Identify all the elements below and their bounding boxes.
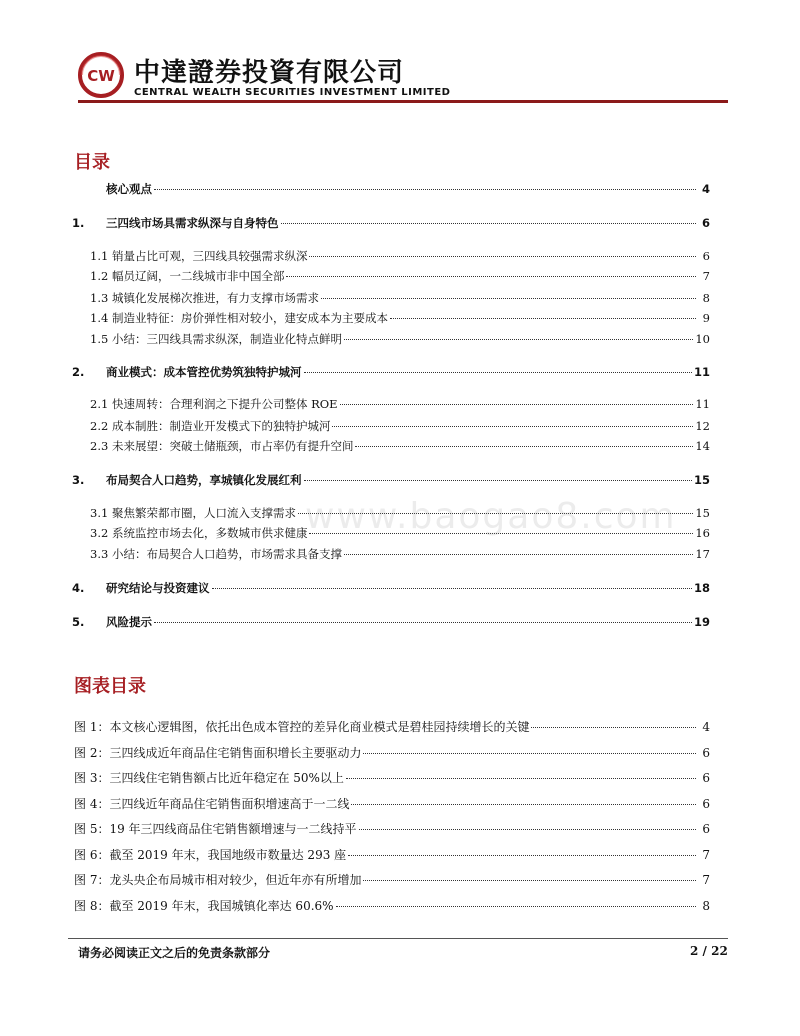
toc-entry-title: 风险提示 <box>106 615 152 629</box>
toc-entry-page: 11 <box>693 365 710 379</box>
toc-entry[interactable] <box>72 268 710 284</box>
figure-entry-title: 图 6：截至 2019 年末，我国地级市数量达 293 座 <box>74 848 347 862</box>
toc-entry[interactable] <box>72 290 710 306</box>
toc-entry-title: 3.3 小结：布局契合人口趋势，市场需求具备支撑 <box>90 547 342 561</box>
dot-leader <box>344 554 693 555</box>
toc-entry[interactable] <box>72 418 710 434</box>
toc-entry-page: 17 <box>695 547 710 561</box>
dot-leader <box>363 880 696 881</box>
dot-leader <box>286 276 696 277</box>
figure-entry[interactable] <box>74 795 710 812</box>
figure-entry-title: 图 1：本文核心逻辑图，依托出色成本管控的差异化商业模式是碧桂园持续增长的关键 <box>74 720 530 734</box>
figure-entry[interactable] <box>74 820 710 837</box>
toc-entry-number: 3. <box>72 473 85 487</box>
dot-leader <box>531 727 696 728</box>
toc-entry-page: 18 <box>693 581 710 595</box>
toc-entry[interactable] <box>72 248 710 264</box>
dot-leader <box>348 855 696 856</box>
toc-entry[interactable] <box>72 438 710 454</box>
dot-leader <box>340 404 694 405</box>
figures-title: 图表目录 <box>74 676 146 697</box>
toc-entry[interactable] <box>72 614 710 630</box>
toc-entry-page: 15 <box>695 506 710 520</box>
figure-entry-page: 6 <box>702 746 710 760</box>
dot-leader <box>321 298 696 299</box>
toc-entry-page: 15 <box>693 473 710 487</box>
figure-entry-page: 6 <box>702 822 710 836</box>
toc-entry[interactable] <box>72 181 710 197</box>
header-divider <box>78 100 728 103</box>
figure-entry-page: 7 <box>702 873 710 887</box>
page-number: 2 / 22 <box>690 944 728 958</box>
toc-entry-title: 2.3 未来展望：突破土储瓶颈，市占率仍有提升空间 <box>90 439 354 453</box>
toc-entry-title: 布局契合人口趋势，享城镇化发展红利 <box>106 473 302 487</box>
dot-leader <box>309 256 696 257</box>
dot-leader <box>359 829 696 830</box>
company-name-cn: 中達證券投資有限公司 <box>134 58 405 88</box>
toc-entry[interactable] <box>72 364 710 380</box>
company-name-en: CENTRAL WEALTH SECURITIES INVESTMENT LIMITED <box>134 87 451 98</box>
logo-text: CW <box>87 67 115 85</box>
toc-entry[interactable] <box>72 472 710 488</box>
toc-entry[interactable] <box>72 580 710 596</box>
figure-entry-page: 6 <box>702 797 710 811</box>
toc-entry[interactable] <box>72 396 710 412</box>
figure-entry[interactable] <box>74 769 710 786</box>
toc-entry-page: 4 <box>701 182 710 196</box>
toc-entry-page: 19 <box>693 615 710 629</box>
toc-entry-page: 14 <box>695 439 710 453</box>
toc-entry-title: 核心观点 <box>106 182 152 196</box>
toc-entry-title: 3.2 系统监控市场去化，多数城市供求健康 <box>90 526 308 540</box>
dot-leader <box>154 189 696 190</box>
toc-entry-title: 2.1 快速周转：合理利润之下提升公司整体 ROE <box>90 397 338 411</box>
figure-entry-title: 图 4：三四线近年商品住宅销售面积增速高于一二线 <box>74 797 350 811</box>
figure-entry[interactable] <box>74 846 710 863</box>
toc-entry-page: 6 <box>702 249 710 263</box>
toc-entry-title: 2.2 成本制胜：制造业开发模式下的独特护城河 <box>90 419 331 433</box>
toc-entry-page: 12 <box>695 419 710 433</box>
figure-entry-title: 图 3：三四线住宅销售额占比近年稳定在 50%以上 <box>74 771 344 785</box>
figure-entry-page: 7 <box>702 848 710 862</box>
toc-entry-page: 8 <box>702 291 710 305</box>
toc-entry[interactable] <box>72 546 710 562</box>
dot-leader <box>154 622 692 623</box>
figure-entry-page: 8 <box>702 899 710 913</box>
toc-entry-title: 1.3 城镇化发展梯次推进，有力支撑市场需求 <box>90 291 319 305</box>
figure-entry-title: 图 7：龙头央企布局城市相对较少，但近年亦有所增加 <box>74 873 362 887</box>
toc-entry-page: 9 <box>702 311 710 325</box>
figure-entry-page: 4 <box>702 720 710 734</box>
toc-entry-number: 5. <box>72 615 85 629</box>
toc-entry-title: 商业模式：成本管控优势筑独特护城河 <box>106 365 302 379</box>
figure-entry-title: 图 8：截至 2019 年末，我国城镇化率达 60.6% <box>74 899 334 913</box>
dot-leader <box>351 804 696 805</box>
figure-entry-title: 图 5：19 年三四线商品住宅销售额增速与一二线持平 <box>74 822 357 836</box>
dot-leader <box>332 426 693 427</box>
disclaimer-note: 请务必阅读正文之后的免责条款部分 <box>78 946 271 960</box>
toc-entry-title: 1.1 销量占比可观，三四线具较强需求纵深 <box>90 249 308 263</box>
dot-leader <box>344 339 693 340</box>
toc-entry-title: 研究结论与投资建议 <box>106 581 210 595</box>
dot-leader <box>281 223 697 224</box>
figure-entry[interactable] <box>74 744 710 761</box>
figure-entry[interactable] <box>74 871 710 888</box>
dot-leader <box>212 588 692 589</box>
toc-entry-title: 3.1 聚焦繁荣都市圈，人口流入支撑需求 <box>90 506 296 520</box>
dot-leader <box>363 753 696 754</box>
toc-entry-page: 11 <box>695 397 710 411</box>
dot-leader <box>346 778 696 779</box>
figure-entry[interactable] <box>74 897 710 914</box>
dot-leader <box>304 480 692 481</box>
toc-entry-page: 10 <box>695 332 710 346</box>
toc-entry-title: 三四线市场具需求纵深与自身特色 <box>106 216 279 230</box>
toc-title: 目录 <box>74 152 110 173</box>
toc-entry-number: 4. <box>72 581 85 595</box>
toc-entry-title: 1.4 制造业特征：房价弹性相对较小，建安成本为主要成本 <box>90 311 388 325</box>
toc-entry-page: 16 <box>695 526 710 540</box>
figure-entry-title: 图 2：三四线成近年商品住宅销售面积增长主要驱动力 <box>74 746 362 760</box>
dot-leader <box>355 446 693 447</box>
toc-entry[interactable] <box>72 331 710 347</box>
toc-entry-page: 6 <box>701 216 710 230</box>
dot-leader <box>336 906 696 907</box>
toc-entry-title: 1.5 小结：三四线具需求纵深，制造业化特点鲜明 <box>90 332 342 346</box>
watermark: www.baogao8.com <box>305 496 677 537</box>
toc-entry-number: 1. <box>72 216 85 230</box>
company-logo <box>78 52 124 98</box>
figure-entry[interactable] <box>74 718 710 735</box>
figure-entry-page: 6 <box>702 771 710 785</box>
toc-entry[interactable] <box>72 310 710 326</box>
toc-entry[interactable] <box>72 215 710 231</box>
toc-entry-page: 7 <box>702 269 710 283</box>
toc-entry-number: 2. <box>72 365 85 379</box>
dot-leader <box>390 318 696 319</box>
toc-entry-title: 1.2 幅员辽阔，一二线城市非中国全部 <box>90 269 285 283</box>
dot-leader <box>304 372 692 373</box>
footer-divider <box>68 938 728 939</box>
